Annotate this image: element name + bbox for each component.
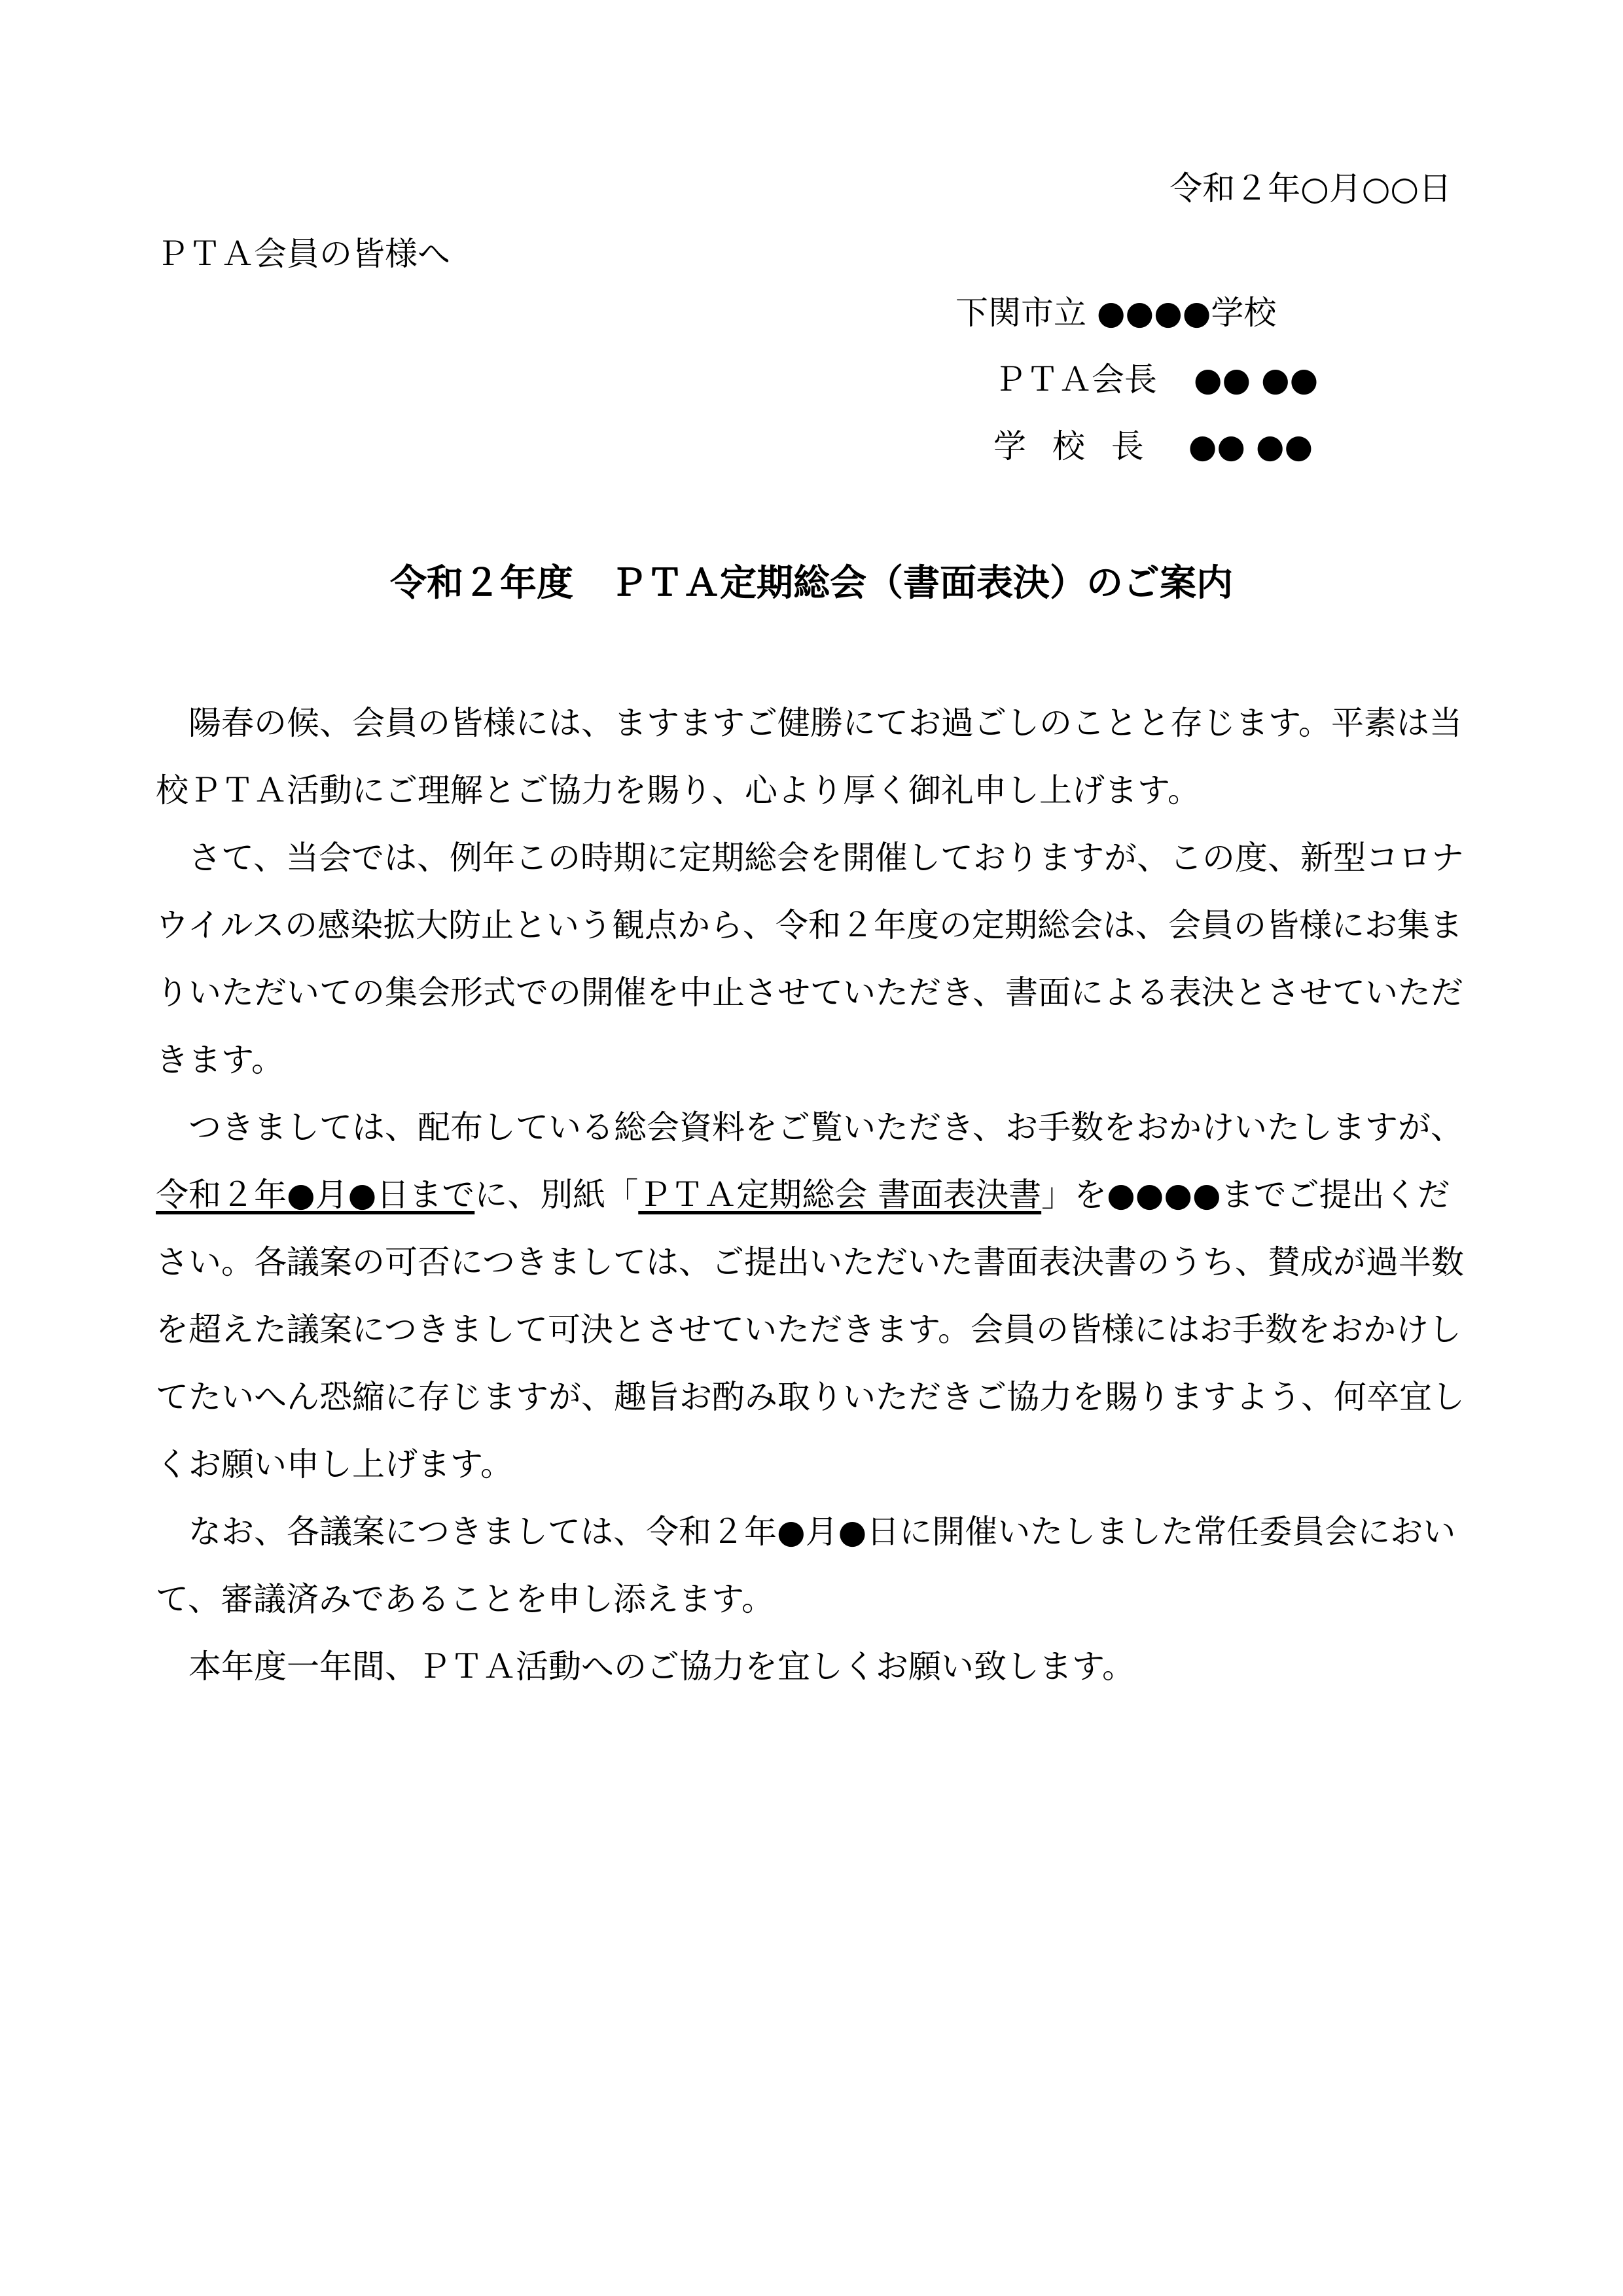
addressee: ＰＴＡ会員の皆様へ [156, 235, 450, 273]
document-title: 令和２年度 ＰＴＡ定期総会（書面表決）のご案内 [390, 562, 1233, 605]
sender-block [955, 293, 1318, 493]
document-body [156, 690, 1472, 1701]
submission-deadline: 令和２年●月●日まで [156, 1176, 475, 1214]
document-date: 令和２年○月○○日 [1169, 169, 1452, 207]
sender-pta-chair [955, 360, 1318, 427]
sender-school [955, 293, 1318, 360]
paragraph-instructions [156, 1094, 1472, 1498]
pta-chair-role: ＰＴＡ会長 [993, 361, 1157, 398]
paragraph-cancellation: さて、当会では、例年この時期に定期総会を開催しておりますが、この度、新型コロナウイルスの感染拡大防止という観点から、令和２年度の定期総会は、会員の皆様にお集まりいただいての集会形式での開催を中止させていただき、書面による表決とさせていただきます。 [156, 839, 1464, 1079]
paragraph-greeting: 陽春の候、会員の皆様には、ますますご健勝にてお過ごしのことと存じます。平素は当校ＰＴＡ活動にご理解とご協力を賜り、心より厚く御礼申し上げます。 [156, 704, 1462, 809]
paragraph-committee-note: なお、各議案につきましては、令和２年●月●日に開催いたしました常任委員会において、審議済みであることを申し添えます。 [156, 1513, 1456, 1618]
instructions-text-b: に、別紙「 [474, 1176, 639, 1214]
school-prefix: 下関市立 [955, 294, 1086, 332]
principal-role: 学 校 長 [993, 427, 1152, 465]
sender-principal [955, 427, 1318, 493]
school-name: ●●●●学校 [1096, 294, 1277, 332]
paragraph-closing: 本年度一年間、ＰＴＡ活動へのご協力を宜しくお願い致します。 [188, 1648, 1135, 1686]
voting-form-name: ＰＴＡ定期総会 書面表決書 [638, 1176, 1042, 1214]
pta-chair-name: ●● ●● [1193, 361, 1319, 398]
principal-name: ●● ●● [1188, 427, 1313, 465]
instructions-text-a: つきましては、配布している総会資料をご覧いただき、お手数をおかけいたしますが、 [188, 1108, 1463, 1146]
instructions-text-c: 」を●●●●までご提出ください。各議案の可否につきましては、ご提出いただいた書面表決書のうち、賛成が過半数を超えた議案につきまして可決とさせていただきます。会員の皆様にはお手数をおかけしてたいへん恐縮に存じますが、趣旨お酌み取りいただきご協力を賜りますよう、何卒宜しくお願い申し上げます。 [156, 1176, 1465, 1483]
